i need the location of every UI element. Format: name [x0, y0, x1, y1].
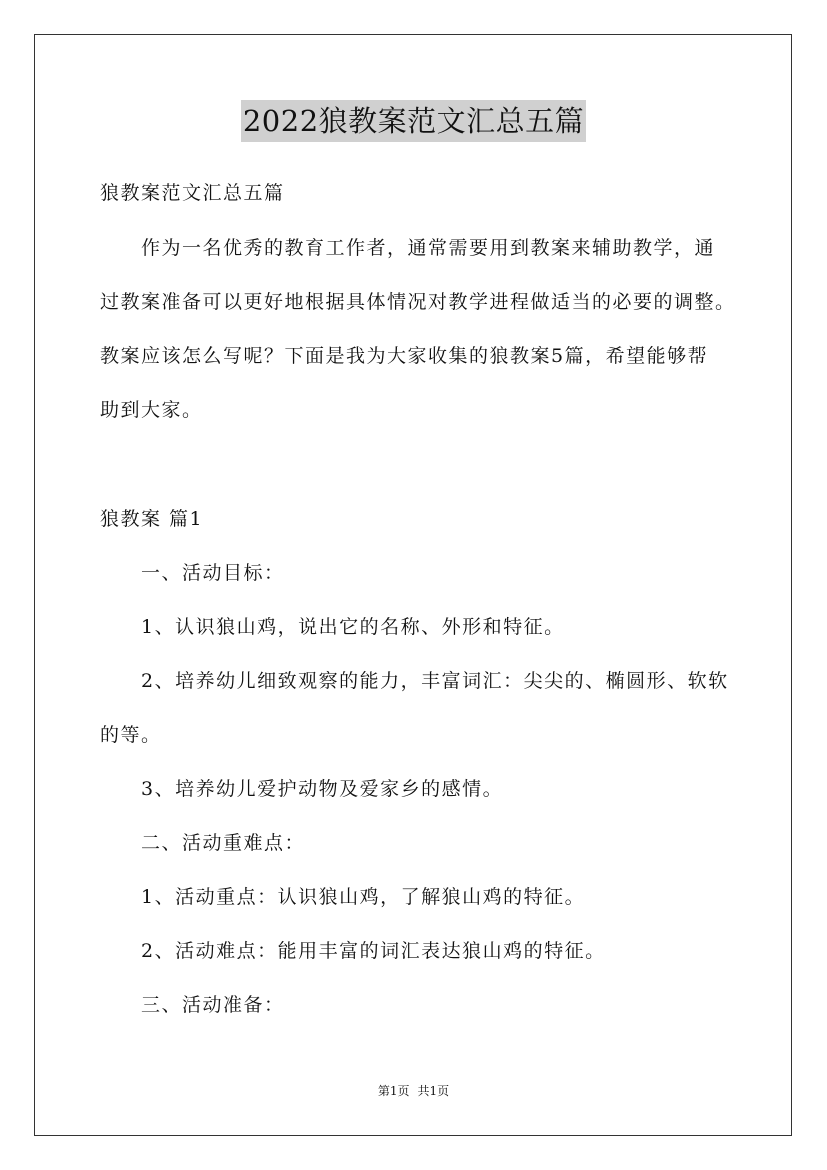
list-item-continuation: 的等。	[100, 724, 162, 746]
page-number: 第1页	[377, 1084, 410, 1098]
section-heading: 狼教案 篇1	[100, 508, 204, 530]
subheading: 三、活动准备：	[141, 994, 285, 1016]
document-title: 2022狼教案范文汇总五篇	[241, 100, 586, 142]
list-item: 2、培养幼儿细致观察的能力，丰富词汇：尖尖的、椭圆形、软软	[141, 670, 729, 692]
paragraph-line: 作为一名优秀的教育工作者，通常需要用到教案来辅助教学，通	[141, 237, 716, 259]
page-footer	[0, 1083, 827, 1099]
subtitle-line: 狼教案范文汇总五篇	[100, 182, 285, 204]
subheading: 一、活动目标：	[141, 562, 285, 584]
page-total: 共1页	[417, 1084, 450, 1098]
title-container	[0, 100, 827, 142]
subheading: 二、活动重难点：	[141, 832, 306, 854]
paragraph-line: 助到大家。	[100, 399, 203, 421]
list-item: 3、培养幼儿爱护动物及爱家乡的感情。	[141, 778, 504, 800]
paragraph-line: 教案应该怎么写呢？下面是我为大家收集的狼教案5篇，希望能够帮	[100, 345, 709, 367]
paragraph-line: 过教案准备可以更好地根据具体情况对教学进程做适当的必要的调整。	[100, 291, 736, 313]
list-item: 1、活动重点：认识狼山鸡，了解狼山鸡的特征。	[141, 886, 586, 908]
list-item: 2、活动难点：能用丰富的词汇表达狼山鸡的特征。	[141, 940, 606, 962]
list-item: 1、认识狼山鸡，说出它的名称、外形和特征。	[141, 616, 565, 638]
